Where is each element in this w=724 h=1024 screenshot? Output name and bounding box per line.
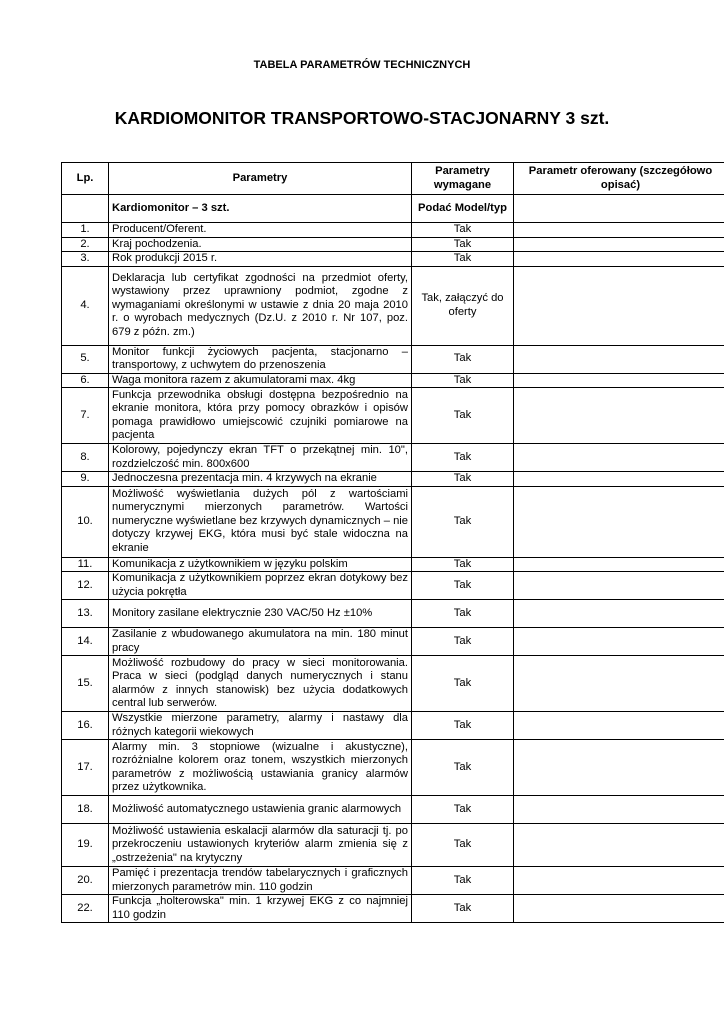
row-parameter-description: Komunikacja z użytkownikiem w języku polskim [109,557,412,572]
row-required-value: Tak [412,712,514,740]
row-number: 9. [62,472,109,487]
row-required-value: Tak [412,656,514,712]
row-required-value: Tak [412,895,514,923]
table-row [62,223,724,238]
header-required: Parametry wymagane [412,163,514,195]
row-required-value: Tak [412,472,514,487]
row-parameter-description: Możliwość rozbudowy do pracy w sieci monitorowania. Praca w sieci (podgląd danych numerycznych i stanu alarmów z innych stanowisk) bez użycia dodatkowych central lub serwerów. [109,656,412,712]
row-number: 13. [62,600,109,628]
header-offered: Parametr oferowany (szczegółowo opisać) [514,163,724,195]
row-number: 7. [62,388,109,444]
table-row [62,237,724,252]
header-lp: Lp. [62,163,109,195]
row-number: 22. [62,895,109,923]
row-required-value: Tak [412,486,514,557]
row-required-value: Tak [412,345,514,373]
row-parameter-description: Funkcja przewodnika obsługi dostępna bezpośrednio na ekranie monitora, która przy pomocy obrazków i opisów pomaga prawidłowo umiejscowić czujniki pomiarowe na pacjenta [109,388,412,444]
row-required-value: Tak [412,600,514,628]
row-required-value: Tak [412,572,514,600]
row-number: 6. [62,373,109,388]
row-offered-cell[interactable] [514,223,724,238]
row-required-value: Tak [412,373,514,388]
table-row [62,266,724,345]
row-parameter-description: Kolorowy, pojedynczy ekran TFT o przekątnej min. 10", rozdzielczość min. 800x600 [109,444,412,472]
row-offered-cell[interactable] [514,472,724,487]
row-offered-cell[interactable] [514,444,724,472]
table-row [62,472,724,487]
document-title: KARDIOMONITOR TRANSPORTOWO-STACJONARNY 3 szt. [114,108,610,128]
row-number: 5. [62,345,109,373]
row-number: 17. [62,740,109,796]
row-required-value: Tak [412,237,514,252]
row-parameter-description: Wszystkie mierzone parametry, alarmy i nastawy dla różnych kategorii wiekowych [109,712,412,740]
table-row [62,796,724,824]
table-row [62,486,724,557]
row-parameter-description: Zasilanie z wbudowanego akumulatora na min. 180 minut pracy [109,628,412,656]
row-offered-cell[interactable] [514,656,724,712]
section-lp-cell [62,195,109,223]
row-offered-cell[interactable] [514,388,724,444]
row-required-value: Tak [412,740,514,796]
row-parameter-description: Deklaracja lub certyfikat zgodności na przedmiot oferty, wystawiony przez uprawniony podmiot, zgodne z wymaganiami określonymi w ustawie z dnia 20 maja 2010 r. o wyrobach medycznych (Dz.U. z 2010 r. Nr 107, poz. 679 z późn. zm.) [109,266,412,345]
row-parameter-description: Możliwość ustawienia eskalacji alarmów dla saturacji tj. po przekroczeniu ustawionych kryteriów alarm zmienia się z „ostrzeżenia" na krytyczny [109,824,412,867]
row-offered-cell[interactable] [514,345,724,373]
table-row [62,373,724,388]
table-row [62,740,724,796]
row-parameter-description: Jednoczesna prezentacja min. 4 krzywych na ekranie [109,472,412,487]
row-parameter-description: Pamięć i prezentacja trendów tabelarycznych i graficznych mierzonych parametrów min. 110 godzin [109,867,412,895]
row-parameter-description: Producent/Oferent. [109,223,412,238]
section-name: Kardiomonitor – 3 szt. [109,195,412,223]
row-required-value: Tak [412,444,514,472]
row-offered-cell[interactable] [514,895,724,923]
row-required-value: Tak [412,388,514,444]
row-required-value: Tak [412,557,514,572]
table-row [62,656,724,712]
table-row [62,572,724,600]
row-number: 2. [62,237,109,252]
table-row [62,444,724,472]
table-row [62,252,724,267]
document-subtitle: TABELA PARAMETRÓW TECHNICZNYCH [253,59,471,71]
row-number: 11. [62,557,109,572]
table-row [62,388,724,444]
row-required-value: Tak, załączyć do oferty [412,266,514,345]
row-required-value: Tak [412,867,514,895]
table-header-row [62,163,724,195]
row-offered-cell[interactable] [514,867,724,895]
row-number: 14. [62,628,109,656]
row-offered-cell[interactable] [514,628,724,656]
row-parameter-description: Funkcja „holterowska" min. 1 krzywej EKG z co najmniej 110 godzin [109,895,412,923]
row-required-value: Tak [412,223,514,238]
row-number: 10. [62,486,109,557]
row-parameter-description: Alarmy min. 3 stopniowe (wizualne i akustyczne), rozróżnialne kolorem oraz tonem, wszystkich mierzonych parametrów z możliwością ustawiania granicy alarmów przez użytkownika. [109,740,412,796]
row-number: 19. [62,824,109,867]
table-row [62,712,724,740]
table-row [62,867,724,895]
row-offered-cell[interactable] [514,486,724,557]
row-number: 18. [62,796,109,824]
parameters-table [61,162,724,923]
row-offered-cell[interactable] [514,796,724,824]
section-required: Podać Model/typ [412,195,514,223]
row-offered-cell[interactable] [514,237,724,252]
row-required-value: Tak [412,628,514,656]
row-parameter-description: Możliwość automatycznego ustawienia granic alarmowych [109,796,412,824]
table-row [62,557,724,572]
row-parameter-description: Komunikacja z użytkownikiem poprzez ekran dotykowy bez użycia pokrętła [109,572,412,600]
row-parameter-description: Waga monitora razem z akumulatorami max. 4kg [109,373,412,388]
row-required-value: Tak [412,824,514,867]
row-offered-cell[interactable] [514,252,724,267]
row-number: 16. [62,712,109,740]
row-offered-cell[interactable] [514,712,724,740]
row-parameter-description: Rok produkcji 2015 r. [109,252,412,267]
row-offered-cell[interactable] [514,600,724,628]
table-row [62,895,724,923]
row-number: 20. [62,867,109,895]
row-required-value: Tak [412,252,514,267]
table-row [62,628,724,656]
row-parameter-description: Monitor funkcji życiowych pacjenta, stacjonarno – transportowy, z uchwytem do przenoszenia [109,345,412,373]
row-offered-cell[interactable] [514,824,724,867]
row-number: 3. [62,252,109,267]
row-number: 8. [62,444,109,472]
row-number: 1. [62,223,109,238]
row-required-value: Tak [412,796,514,824]
row-offered-cell[interactable] [514,373,724,388]
row-number: 12. [62,572,109,600]
row-parameter-description: Kraj pochodzenia. [109,237,412,252]
row-parameter-description: Monitory zasilane elektrycznie 230 VAC/50 Hz ±10% [109,600,412,628]
table-row [62,600,724,628]
row-offered-cell[interactable] [514,557,724,572]
row-parameter-description: Możliwość wyświetlania dużych pól z wartościami numerycznymi mierzonych parametrów. Wartości numeryczne wyświetlane bez krzywych dynamicznych – nie dotyczy krzywej EKG, która musi być stale widoczna na ekranie [109,486,412,557]
row-number: 15. [62,656,109,712]
section-row [62,195,724,223]
row-offered-cell[interactable] [514,572,724,600]
section-offered-cell[interactable] [514,195,724,223]
row-offered-cell[interactable] [514,740,724,796]
row-offered-cell[interactable] [514,266,724,345]
table-row [62,824,724,867]
row-number: 4. [62,266,109,345]
header-parameters: Parametry [109,163,412,195]
table-row [62,345,724,373]
